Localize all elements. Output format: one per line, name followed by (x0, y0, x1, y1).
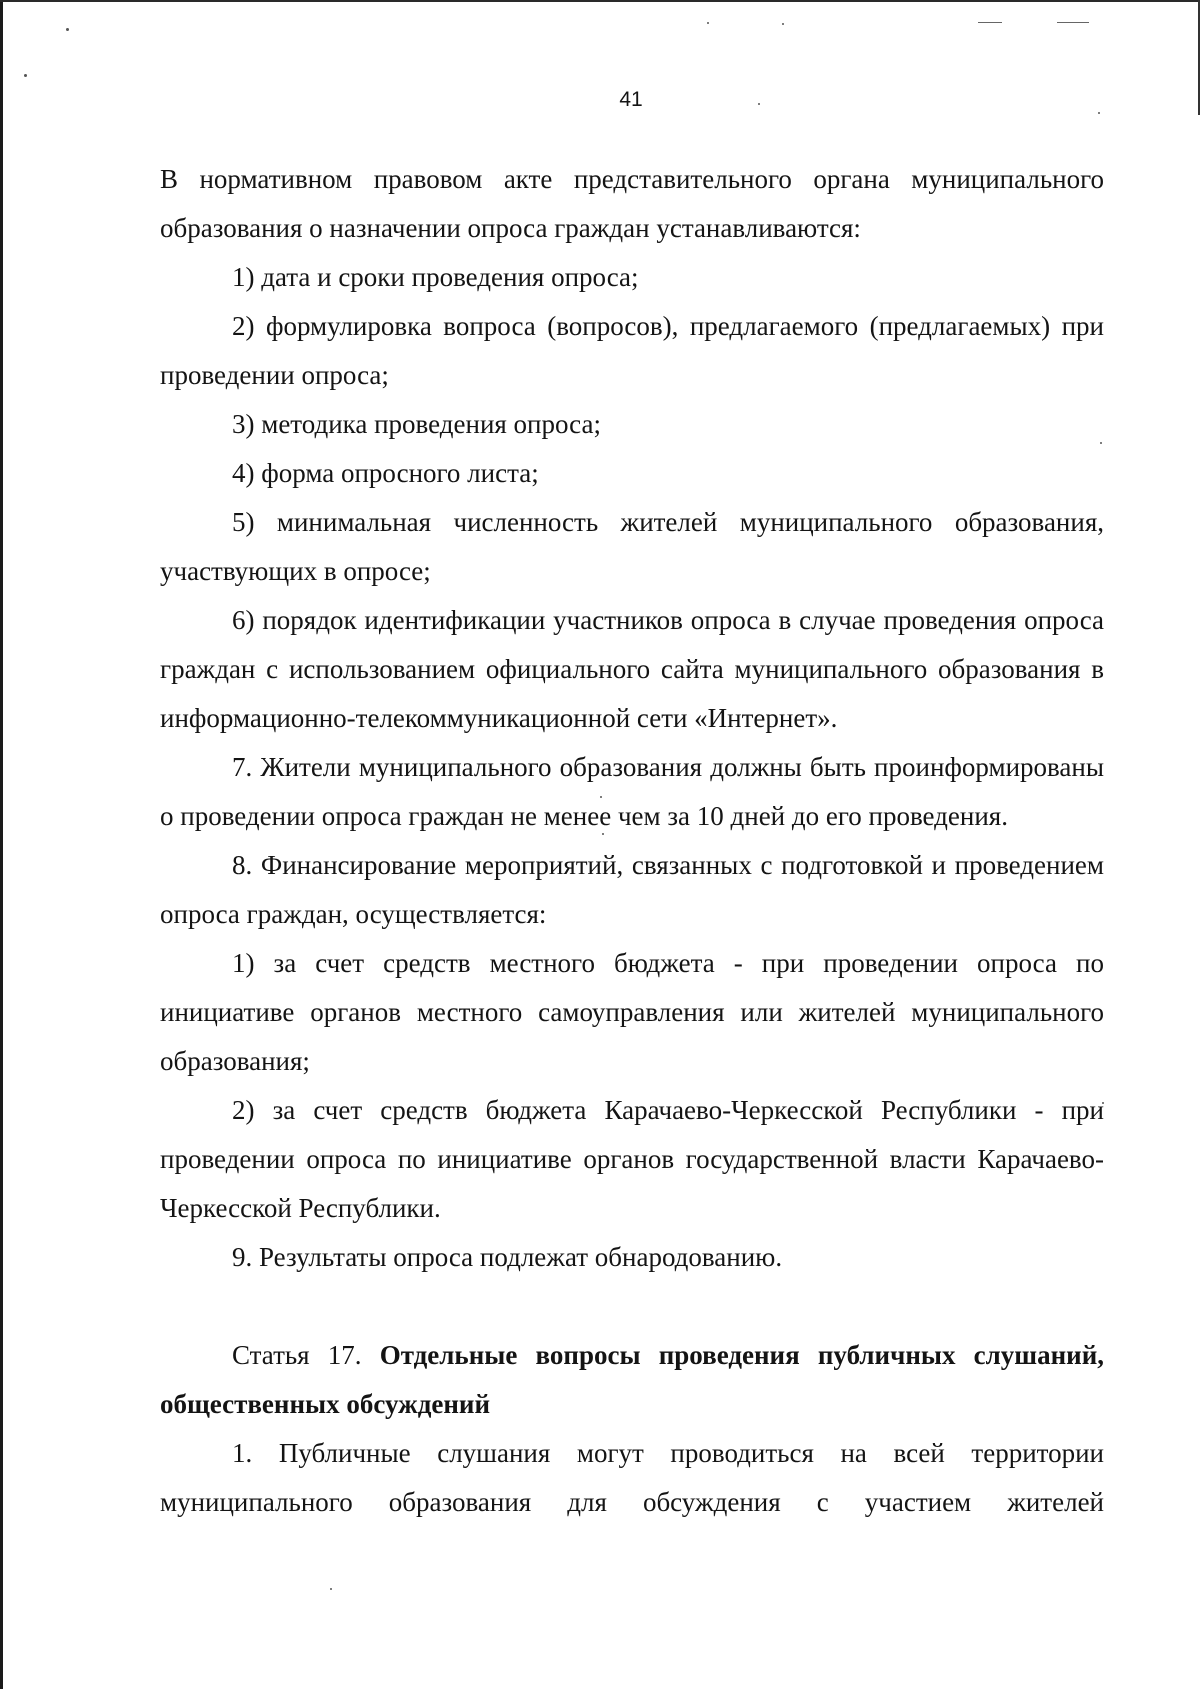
scan-edge-top (0, 0, 1200, 2)
list-item: 5) минимальная численность жителей муниципального образования, участвующих в опросе; (160, 507, 1104, 586)
page-number: 41 (619, 88, 643, 111)
scan-speck (707, 22, 709, 24)
list-item: 1) дата и сроки проведения опроса; (232, 262, 639, 292)
scan-speck (330, 1588, 332, 1590)
list-item: 4) форма опросного листа; (232, 458, 539, 488)
paragraph: В нормативном правовом акте представительного органа муниципального образования о назначении опроса граждан устанавливаются: (160, 164, 1104, 243)
scan-speck (782, 23, 784, 25)
list-item: 2) за счет средств бюджета Карачаево-Черкесской Республики - при проведении опроса по инициативе органов государственной власти Карачаево-Черкесской Республики. (160, 1095, 1104, 1223)
paragraph: 8. Финансирование мероприятий, связанных с подготовкой и проведением опроса граждан, осуществляется: (160, 850, 1104, 929)
scan-edge-left (0, 0, 3, 1689)
section-gap (160, 1282, 1104, 1331)
scan-speck (24, 74, 27, 77)
list-item: 6) порядок идентификации участников опроса в случае проведения опроса граждан с использованием официального сайта муниципального образования в информационно-телекоммуникационной сети «Интернет». (160, 605, 1104, 733)
list-item: 1) за счет средств местного бюджета - при проведении опроса по инициативе органов местного самоуправления или жителей муниципального образования; (160, 948, 1104, 1076)
scan-dash (978, 22, 1002, 23)
scan-dash (1057, 22, 1089, 23)
scan-speck (1098, 112, 1100, 114)
document-body (160, 155, 1104, 1527)
list-item: 3) методика проведения опроса; (232, 409, 601, 439)
article-heading (160, 1331, 1104, 1429)
paragraph: 7. Жители муниципального образования должны быть проинформированы о проведении опроса граждан не менее чем за 10 дней до его проведения. (160, 752, 1104, 831)
article-number: Статья 17. (232, 1340, 362, 1370)
paragraph: 1. Публичные слушания могут проводиться на всей территории муниципального образования для обсуждения с участием жителей (160, 1438, 1104, 1517)
article-title: Отдельные вопросы проведения публичных слушаний, общественных обсуждений (160, 1340, 1104, 1419)
paragraph: 9. Результаты опроса подлежат обнародованию. (232, 1242, 783, 1272)
list-item: 2) формулировка вопроса (вопросов), предлагаемого (предлагаемых) при проведении опроса; (160, 311, 1104, 390)
scan-speck (66, 28, 69, 31)
